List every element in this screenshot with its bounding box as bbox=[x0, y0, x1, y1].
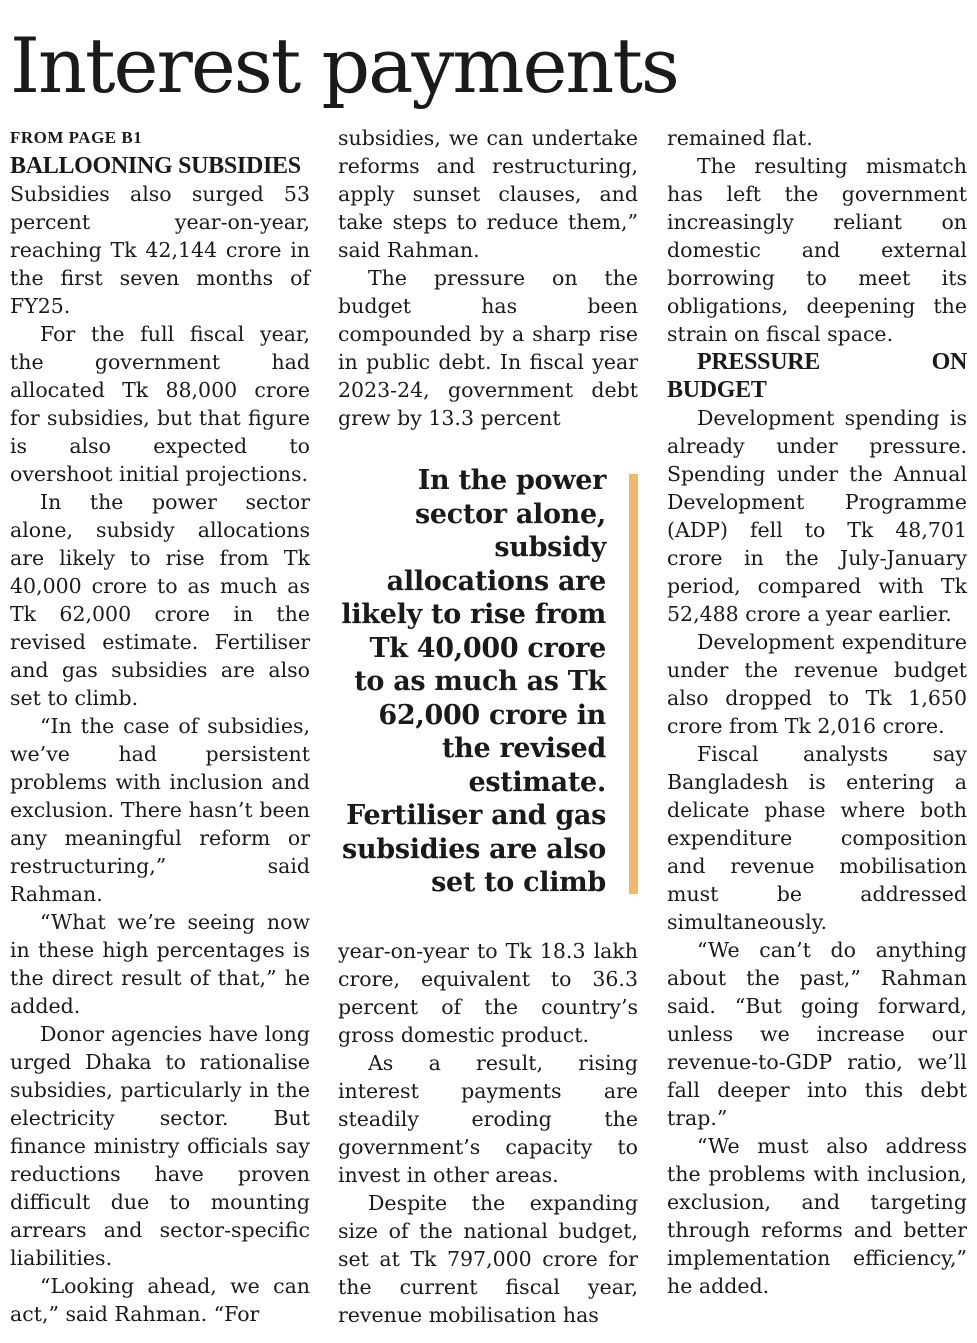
headline: Interest payments bbox=[10, 21, 678, 110]
paragraph: For the full fiscal year, the government had allocated Tk 88,000 crore for subsidies, but that figure is also expected to overshoot initial projections. bbox=[10, 322, 310, 486]
pull-quote-accent-bar bbox=[629, 474, 638, 894]
paragraph: Fiscal analysts say Bangladesh is entering a delicate phase where both expenditure composition and revenue mobilisation must be addressed simultaneously. bbox=[667, 742, 967, 934]
paragraph: “In the case of subsidies, we’ve had persistent problems with inclusion and exclusion. There hasn’t been any meaningful reform or restructuring,” said Rahman. bbox=[10, 714, 310, 906]
paragraph: As a result, rising interest payments are steadily eroding the government’s capacity to invest in other areas. bbox=[338, 1051, 638, 1187]
paragraph: subsidies, we can undertake reforms and restructuring, apply sunset clauses, and take steps to reduce them,” said Rahman. bbox=[338, 126, 638, 262]
article-column-3 bbox=[667, 124, 967, 1300]
article-column-1 bbox=[10, 124, 310, 1328]
section-heading-subsidies: BALLOONING SUBSIDIES bbox=[10, 153, 301, 179]
paragraph: year-on-year to Tk 18.3 lakh crore, equivalent to 36.3 percent of the country’s gross domestic product. bbox=[338, 939, 638, 1047]
section-heading-budget: BUDGET bbox=[667, 377, 767, 403]
paragraph: “Looking ahead, we can act,” said Rahman. “For bbox=[10, 1274, 310, 1326]
paragraph: remained flat. bbox=[667, 126, 813, 150]
article-column-2-bottom bbox=[338, 937, 638, 1329]
paragraph: The pressure on the budget has been compounded by a sharp rise in public debt. In fiscal year 2023-24, government debt grew by 13.3 percent bbox=[338, 266, 638, 430]
paragraph: Donor agencies have long urged Dhaka to rationalise subsidies, particularly in the electricity sector. But finance ministry officials say reductions have proven difficult due to mounting arrears and sector-specific liabilities. bbox=[10, 1022, 310, 1270]
paragraph: Despite the expanding size of the national budget, set at Tk 797,000 crore for the current fiscal year, revenue mobilisation has bbox=[338, 1191, 638, 1327]
from-page-label: FROM PAGE B1 bbox=[10, 128, 143, 147]
section-heading-pressure: PRESSURE ON bbox=[697, 349, 967, 375]
paragraph: “We must also address the problems with inclusion, exclusion, and targeting through reforms and better implementation efficiency,” he added. bbox=[667, 1134, 967, 1298]
paragraph: Subsidies also surged 53 percent year-on-year, reaching Tk 42,144 crore in the first seven months of FY25. bbox=[10, 182, 310, 318]
paragraph: Development expenditure under the revenue budget also dropped to Tk 1,650 crore from Tk 2,016 crore. bbox=[667, 630, 967, 738]
paragraph: In the power sector alone, subsidy allocations are likely to rise from Tk 40,000 crore to as much as Tk 62,000 crore in the revised estimate. Fertiliser and gas subsidies are also set to climb. bbox=[10, 490, 310, 710]
pull-quote: In the power sector alone, subsidy allocations are likely to rise from Tk 40,000 crore to as much as Tk 62,000 crore in the revised estimate. Fertiliser and gas subsidies are also set to climb bbox=[341, 465, 606, 898]
paragraph: “We can’t do anything about the past,” Rahman said. “But going forward, unless we increase our revenue-to-GDP ratio, we’ll fall deeper into this debt trap.” bbox=[667, 938, 967, 1130]
paragraph: Development spending is already under pressure. Spending under the Annual Development Programme (ADP) fell to Tk 48,701 crore in the July-January period, compared with Tk 52,488 crore a year earlier. bbox=[667, 406, 967, 626]
paragraph: The resulting mismatch has left the government increasingly reliant on domestic and external borrowing to meet its obligations, deepening the strain on fiscal space. bbox=[667, 154, 967, 346]
article-column-2-top bbox=[338, 124, 638, 432]
paragraph: “What we’re seeing now in these high percentages is the direct result of that,” he added. bbox=[10, 910, 310, 1018]
